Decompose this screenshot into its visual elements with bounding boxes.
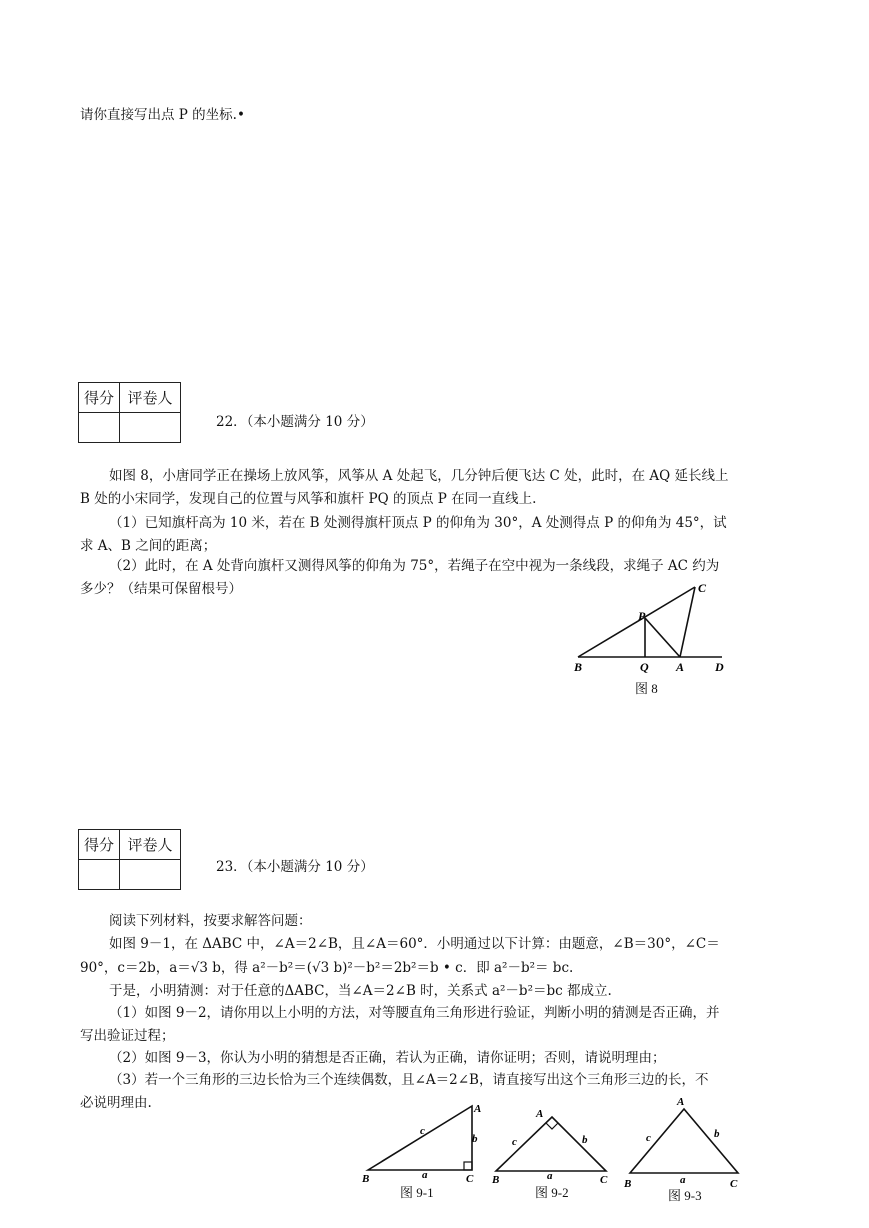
grader-cell[interactable] bbox=[120, 413, 181, 443]
q22-line-5: （2）此时，在 A 处背向旗杆又测得风筝的仰角为 75°，若绳子在空中视为一条线段，求绳子 AC 约为 bbox=[109, 558, 720, 574]
figure-9-1 bbox=[360, 1098, 490, 1188]
label-a-vertex: A bbox=[536, 1108, 544, 1120]
label-side-b: b bbox=[714, 1128, 720, 1140]
q23-line-4: 于是，小明猜测：对于任意的ΔABC，当∠A＝2∠B 时，关系式 a²－b²＝bc 都成立. bbox=[109, 983, 612, 999]
q23-line-3: 90°，c＝2b，a＝√3 b，得 a²－b²＝(√3 b)²－b²＝2b²＝b • c．即 a²－b²＝ bc. bbox=[80, 960, 574, 976]
figure-9-1-caption: 图 9-1 bbox=[400, 1185, 434, 1200]
label-side-a: a bbox=[680, 1174, 686, 1186]
right-angle-mark bbox=[464, 1162, 472, 1170]
label-a-vertex: A bbox=[474, 1103, 482, 1115]
q23-line-5: （1）如图 9－2，请你用以上小明的方法，对等腰直角三角形进行验证，判断小明的猜测是否正确，并 bbox=[109, 1005, 720, 1021]
label-side-b: b bbox=[582, 1134, 588, 1146]
right-angle-mark bbox=[546, 1123, 558, 1129]
grader-header: 评卷人 bbox=[120, 383, 181, 413]
label-q: Q bbox=[640, 660, 649, 674]
label-side-c: c bbox=[646, 1132, 651, 1144]
q21-tail-text: 请你直接写出点 P 的坐标.• bbox=[80, 107, 245, 123]
q22-line-4: 求 A、B 之间的距离； bbox=[80, 538, 217, 554]
score-header: 得分 bbox=[79, 830, 120, 860]
q22-line-2: B 处的小宋同学，发现自己的位置与风筝和旗杆 PQ 的顶点 P 在同一直线上. bbox=[80, 491, 537, 507]
label-a-vertex: A bbox=[677, 1096, 685, 1108]
grader-header: 评卷人 bbox=[120, 830, 181, 860]
q23-line-2: 如图 9－1，在 ΔABC 中，∠A＝2∠B，且∠A＝60°．小明通过以下计算：由题意，∠B＝30°，∠C＝ bbox=[109, 936, 720, 952]
label-side-b: b bbox=[472, 1133, 478, 1145]
figure-9-2-caption: 图 9-2 bbox=[535, 1185, 569, 1200]
q23-line-9: 必说明理由. bbox=[80, 1095, 152, 1111]
score-cell[interactable] bbox=[79, 413, 120, 443]
q22-line-3: （1）已知旗杆高为 10 米，若在 B 处测得旗杆顶点 P 的仰角为 30°，A 处测得点 P 的仰角为 45°，试 bbox=[109, 515, 727, 531]
label-b: B bbox=[574, 660, 583, 674]
label-c-vertex: C bbox=[730, 1178, 738, 1190]
q22-title: 22．（本小题满分 10 分） bbox=[216, 414, 374, 430]
score-table-q23 bbox=[78, 829, 181, 890]
label-side-a: a bbox=[547, 1170, 553, 1182]
score-table-q22 bbox=[78, 382, 181, 443]
q23-line-8: （3）若一个三角形的三边长恰为三个连续偶数，且∠A＝2∠B，请直接写出这个三角形三边的长，不 bbox=[109, 1072, 709, 1088]
label-c: C bbox=[698, 581, 707, 595]
label-p: P bbox=[638, 609, 646, 623]
grader-cell[interactable] bbox=[120, 860, 181, 890]
figure-9-3-caption: 图 9-3 bbox=[668, 1188, 702, 1203]
label-b-vertex: B bbox=[624, 1178, 632, 1190]
label-b-vertex: B bbox=[492, 1174, 500, 1186]
label-side-c: c bbox=[420, 1125, 425, 1137]
label-c-vertex: C bbox=[600, 1174, 608, 1186]
label-side-c: c bbox=[512, 1136, 517, 1148]
q23-line-7: （2）如图 9－3，你认为小明的猜想是否正确，若认为正确，请你证明；否则，请说明理由； bbox=[109, 1050, 666, 1066]
label-side-a: a bbox=[422, 1169, 428, 1181]
line-pa bbox=[645, 618, 680, 657]
line-ac bbox=[680, 587, 695, 657]
q22-line-1: 如图 8，小唐同学正在操场上放风筝，风筝从 A 处起飞，几分钟后便飞达 C 处，此时，在 AQ 延长线上 bbox=[109, 468, 729, 484]
score-cell[interactable] bbox=[79, 860, 120, 890]
line-bc bbox=[578, 587, 695, 657]
q23-title: 23．（本小题满分 10 分） bbox=[216, 859, 374, 875]
figure-8 bbox=[570, 578, 740, 678]
score-header: 得分 bbox=[79, 383, 120, 413]
figure-8-caption: 图 8 bbox=[635, 681, 658, 696]
q22-line-6: 多少？（结果可保留根号） bbox=[80, 581, 242, 597]
label-a: A bbox=[676, 660, 685, 674]
triangle-9-1 bbox=[368, 1106, 472, 1170]
label-b-vertex: B bbox=[362, 1173, 370, 1185]
figure-9-3 bbox=[620, 1095, 745, 1190]
q23-line-6: 写出验证过程； bbox=[80, 1028, 175, 1044]
label-d: D bbox=[715, 660, 724, 674]
figure-9-2 bbox=[490, 1103, 615, 1188]
label-c-vertex: C bbox=[466, 1173, 474, 1185]
q23-line-1: 阅读下列材料，按要求解答问题： bbox=[109, 913, 312, 929]
